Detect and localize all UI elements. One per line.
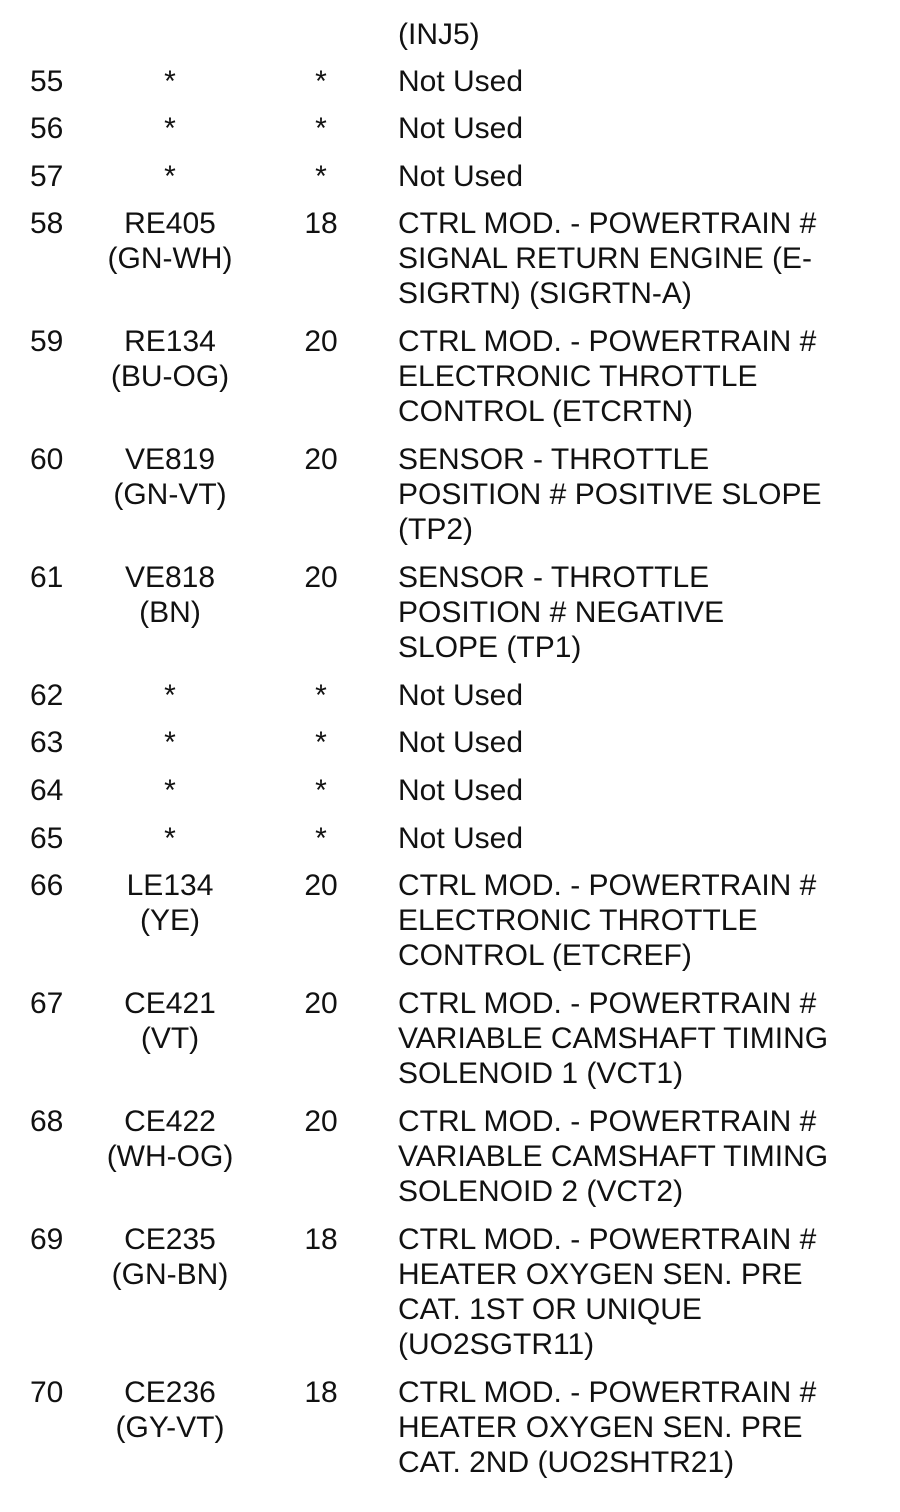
description-line: ELECTRONIC THROTTLE (398, 904, 758, 937)
pin-number: 64 (30, 774, 64, 807)
circuit-id: * (164, 112, 176, 145)
circuit-id: * (164, 679, 176, 712)
wire-gauge: * (315, 65, 327, 98)
description-line: SIGRTN) (SIGRTN-A) (398, 277, 692, 310)
description-line: CTRL MOD. - POWERTRAIN # (398, 1105, 817, 1138)
wire-color: (YE) (140, 904, 200, 937)
pin-number: 66 (30, 869, 64, 902)
description-line: CTRL MOD. - POWERTRAIN # (398, 1223, 817, 1256)
circuit-id: CE421 (124, 987, 216, 1020)
pin-number: 63 (30, 726, 64, 759)
description-line: Not Used (398, 774, 524, 807)
wire-color: (BN) (139, 596, 201, 629)
circuit-description (398, 725, 888, 760)
description-line: SOLENOID 2 (VCT2) (398, 1175, 684, 1208)
circuit-id: VE818 (124, 561, 216, 594)
circuit-cell (85, 206, 255, 276)
pin-number: 67 (30, 987, 64, 1020)
circuit-cell (85, 1104, 255, 1174)
pin-number: 56 (30, 112, 64, 145)
circuit-description (398, 17, 888, 52)
circuit-description (398, 678, 888, 713)
description-line: CTRL MOD. - POWERTRAIN # (398, 207, 817, 240)
circuit-description (398, 324, 888, 429)
description-line: SENSOR - THROTTLE (398, 443, 710, 476)
circuit-id: LE134 (126, 869, 214, 902)
description-line: SIGNAL RETURN ENGINE (E- (398, 242, 812, 275)
circuit-cell (85, 725, 255, 760)
description-line: (TP2) (398, 513, 473, 546)
description-line: POSITION # NEGATIVE (398, 596, 725, 629)
circuit-description (398, 773, 888, 808)
circuit-description (398, 1222, 888, 1362)
description-line: Not Used (398, 65, 524, 98)
description-line: HEATER OXYGEN SEN. PRE (398, 1258, 803, 1291)
circuit-description (398, 1375, 888, 1480)
description-line: CAT. 1ST OR UNIQUE (398, 1293, 702, 1326)
circuit-cell (85, 111, 255, 146)
circuit-cell (85, 1222, 255, 1292)
wire-color: (BU-OG) (110, 360, 230, 393)
pin-number: 69 (30, 1223, 64, 1256)
circuit-id: * (164, 726, 176, 759)
circuit-cell (85, 773, 255, 808)
description-line: VARIABLE CAMSHAFT TIMING (398, 1022, 829, 1055)
description-line: Not Used (398, 679, 524, 712)
description-line: Not Used (398, 726, 524, 759)
circuit-cell (85, 678, 255, 713)
circuit-description (398, 159, 888, 194)
wire-gauge: * (315, 112, 327, 145)
wire-gauge: 18 (304, 207, 338, 240)
description-line: SLOPE (TP1) (398, 631, 582, 664)
description-line: CAT. 2ND (UO2SHTR21) (398, 1446, 735, 1479)
description-line: CONTROL (ETCRTN) (398, 395, 693, 428)
pin-number: 55 (30, 65, 64, 98)
description-line: POSITION # POSITIVE SLOPE (398, 478, 822, 511)
circuit-id: CE236 (124, 1376, 216, 1409)
pin-number: 60 (30, 443, 64, 476)
wire-gauge: 20 (304, 443, 338, 476)
circuit-cell (85, 868, 255, 938)
circuit-id: CE422 (124, 1105, 216, 1138)
description-line: SOLENOID 1 (VCT1) (398, 1057, 684, 1090)
circuit-cell (85, 159, 255, 194)
wire-color: (GN-BN) (111, 1258, 229, 1291)
pin-number: 59 (30, 325, 64, 358)
circuit-description (398, 821, 888, 856)
circuit-description (398, 206, 888, 311)
description-line: VARIABLE CAMSHAFT TIMING (398, 1140, 829, 1173)
circuit-id: RE134 (124, 325, 216, 358)
description-line: SENSOR - THROTTLE (398, 561, 710, 594)
circuit-description (398, 64, 888, 99)
description-line: CONTROL (ETCREF) (398, 939, 692, 972)
circuit-id: * (164, 65, 176, 98)
circuit-description (398, 111, 888, 146)
description-line: Not Used (398, 160, 524, 193)
circuit-cell (85, 821, 255, 856)
circuit-id: * (164, 822, 176, 855)
circuit-description (398, 868, 888, 973)
wire-color: (GY-VT) (115, 1411, 225, 1444)
description-line: CTRL MOD. - POWERTRAIN # (398, 869, 817, 902)
pin-number: 61 (30, 561, 64, 594)
circuit-cell (85, 324, 255, 394)
description-line: Not Used (398, 822, 524, 855)
wire-gauge: 20 (304, 987, 338, 1020)
wire-gauge: * (315, 160, 327, 193)
pin-number: 57 (30, 160, 64, 193)
circuit-description (398, 560, 888, 665)
circuit-description (398, 1104, 888, 1209)
description-line: (INJ5) (398, 18, 480, 51)
circuit-id: VE819 (124, 443, 216, 476)
wire-gauge: * (315, 774, 327, 807)
pin-number: 62 (30, 679, 64, 712)
wire-gauge: 20 (304, 1105, 338, 1138)
pin-number: 65 (30, 822, 64, 855)
description-line: CTRL MOD. - POWERTRAIN # (398, 325, 817, 358)
description-line: CTRL MOD. - POWERTRAIN # (398, 1376, 817, 1409)
wire-color: (WH-OG) (106, 1140, 234, 1173)
wire-color: (GN-WH) (107, 242, 233, 275)
wire-color: (GN-VT) (113, 478, 227, 511)
description-line: HEATER OXYGEN SEN. PRE (398, 1411, 803, 1444)
wire-gauge: 20 (304, 325, 338, 358)
circuit-cell (85, 986, 255, 1056)
wire-color: (VT) (140, 1022, 200, 1055)
description-line: (UO2SGTR11) (398, 1328, 595, 1361)
circuit-id: RE405 (124, 207, 216, 240)
circuit-description (398, 986, 888, 1091)
wire-gauge: 18 (304, 1376, 338, 1409)
circuit-id: CE235 (124, 1223, 216, 1256)
wire-gauge: 18 (304, 1223, 338, 1256)
description-line: Not Used (398, 112, 524, 145)
circuit-cell (85, 560, 255, 630)
description-line: ELECTRONIC THROTTLE (398, 360, 758, 393)
circuit-id: * (164, 774, 176, 807)
wire-gauge: * (315, 726, 327, 759)
pin-number: 58 (30, 207, 64, 240)
circuit-cell (85, 1375, 255, 1445)
wire-gauge: * (315, 679, 327, 712)
pin-number: 70 (30, 1376, 64, 1409)
description-line: CTRL MOD. - POWERTRAIN # (398, 987, 817, 1020)
wire-gauge: 20 (304, 869, 338, 902)
circuit-description (398, 442, 888, 547)
circuit-cell (85, 442, 255, 512)
pin-number: 68 (30, 1105, 64, 1138)
circuit-cell (85, 64, 255, 99)
wire-gauge: 20 (304, 561, 338, 594)
circuit-id: * (164, 160, 176, 193)
wire-gauge: * (315, 822, 327, 855)
